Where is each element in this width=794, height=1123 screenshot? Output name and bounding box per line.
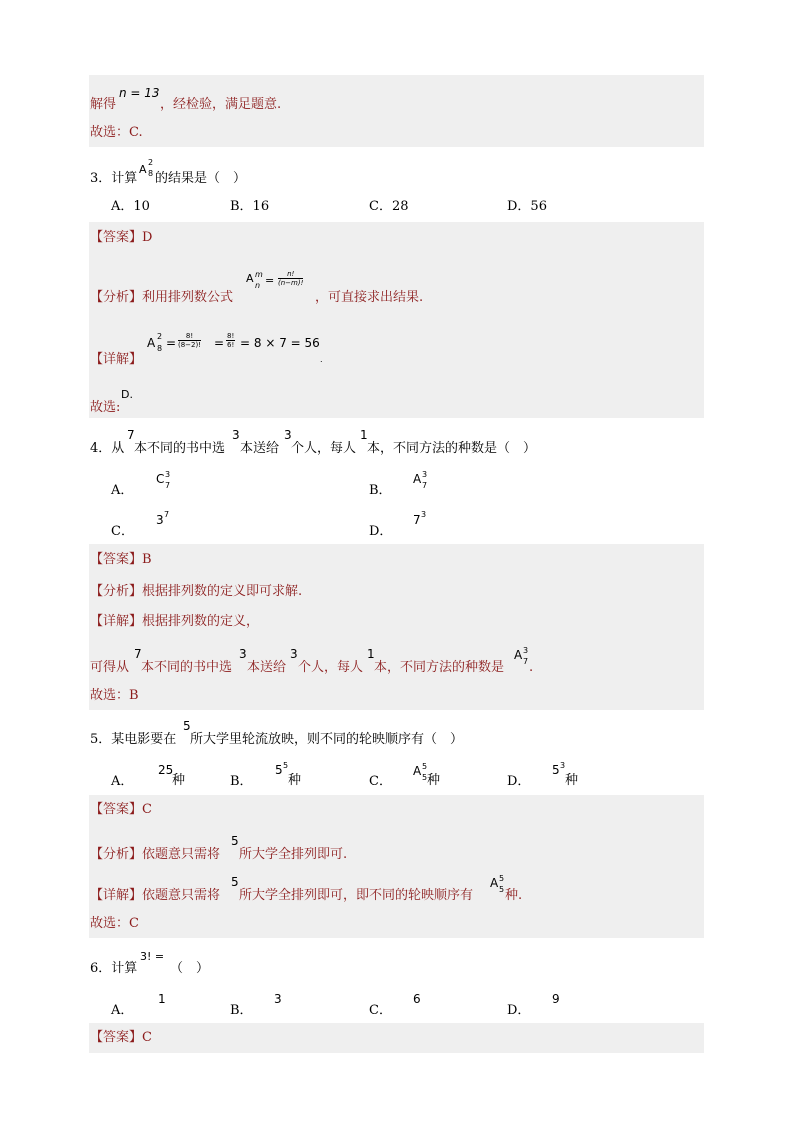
q3-formula-sub: n [255,281,261,290]
q5-detail-p2: 所大学全排列即可，即不同的轮映顺序有 [239,888,474,903]
q3-detail-eq2: = [214,336,225,350]
q4-stem-p3: 本送给 [240,441,280,456]
q4-stem-n3: 3 [284,428,292,442]
q3-option-a: A．10 [111,199,150,214]
q5-option-a-unit: 种 [172,773,186,788]
q4-choose: 故选：B [90,688,139,703]
q4-option-d-label: D． [369,524,393,539]
q3-detail-sub: 8 [157,344,163,353]
q6-option-b-val: 3 [274,992,282,1006]
q4-option-b-sup: 3 [422,470,428,479]
q4-option-d-sup: 3 [421,510,427,519]
q5-detail-math: A [490,876,499,890]
q3-stem-suffix: 的结果是（ ） [155,171,247,186]
q4-stem-p5: 本，不同方法的种数是（ ） [367,441,537,456]
q3-detail-label: 【详解】 [90,352,143,367]
q4-option-b-label: B． [369,483,392,498]
q4-stem-p2: 本不同的书中选 [134,441,226,456]
q4-detail2-n1: 7 [134,647,142,661]
q4-option-c-math: 3 [156,513,164,527]
q4-detail2-n2: 3 [239,647,247,661]
q3-stem-sup: 2 [148,158,154,167]
q5-answer: 【答案】C [90,802,152,817]
q5-analysis: 【分析】依题意只需将 [90,847,221,862]
q6-answer: 【答案】C [90,1030,152,1045]
q5-option-d-sup: 3 [560,761,566,770]
q3-option-d: D．56 [507,199,547,214]
q4-stem: 4．从 [90,441,125,456]
q3-formula-sup: m [255,270,263,279]
q5-option-a-val: 25 [158,763,174,777]
q6-option-c-label: C． [369,1003,392,1018]
q4-detail2-end: . [529,660,534,675]
choose-c-line: 故选：C. [90,125,143,140]
q4-detail2-n3: 3 [290,647,298,661]
q3-choose: 故选: [90,400,121,415]
q4-option-b-math: A [413,472,422,486]
q4-detail2-sup: 3 [523,646,529,655]
q4-detail2-sub: 7 [523,657,529,666]
q5-option-b-unit: 种 [288,773,302,788]
solved-n-line: 解得 [90,97,117,112]
q6-option-b-label: B． [230,1003,253,1018]
q4-option-a-sup: 3 [165,470,171,479]
q3-analysis: 【分析】利用排列数公式 [90,290,234,305]
q5-detail: 【详解】依题意只需将 [90,888,221,903]
q3-formula-fraction: $\frac{n!}{(n-m)!}$ [278,270,304,287]
q4-stem-n4: 1 [360,428,368,442]
q5-detail-sub: 5 [499,885,505,894]
q5-stem-p2: 所大学里轮流放映，则不同的轮映顺序有（ ） [190,732,464,747]
q5-choose: 故选：C [90,916,139,931]
q5-stem-n1: 5 [183,719,191,733]
q4-option-d-math: 7 [413,513,421,527]
q3-detail-frac2: $\frac{8!}{6!}$ [227,332,235,349]
q3-analysis-suffix: ，可直接求出结果. [315,290,424,305]
q5-option-b-val: 5 [275,763,283,777]
q4-detail2-p4: 个人，每人 [298,660,364,675]
q4-option-a-label: A． [111,483,134,498]
q5-option-c-sup: 5 [422,762,428,771]
solved-n-suffix: ，经检验，满足题意. [160,97,282,112]
q3-choose-value: D. [121,388,133,401]
q6-option-d-label: D． [507,1003,531,1018]
q4-detail2: 可得从 [90,660,130,675]
q5-option-b-label: B． [230,774,253,789]
q5-option-d-val: 5 [552,763,560,777]
q3-option-c: C．28 [369,199,409,214]
q3-detail-dot: . [320,355,323,364]
q3-option-b: B．16 [230,199,270,214]
q6-option-a-val: 1 [158,992,166,1006]
q3-detail-eq1: = [166,336,177,350]
q3-detail-result: = 8 × 7 = 56 [240,336,320,350]
q4-option-c-sup: 7 [164,510,170,519]
q4-detail2-math: A [514,648,523,662]
solution-band-q5 [89,795,704,938]
q5-analysis-p2: 所大学全排列即可. [239,847,348,862]
q5-detail-n1: 5 [231,875,239,889]
q5-option-b-sup: 5 [283,761,289,770]
q6-option-c-val: 6 [413,992,421,1006]
q5-detail-p3: 种. [505,888,523,903]
q4-stem-n1: 7 [127,428,135,442]
q4-option-b-sub: 7 [422,481,428,490]
q4-detail: 【详解】根据排列数的定义， [90,614,260,629]
q6-option-a-label: A． [111,1003,134,1018]
q3-permutation-formula: A [246,272,254,285]
q4-detail2-p3: 本送给 [247,660,287,675]
q5-option-c-label: C． [369,774,392,789]
q4-stem-n2: 3 [232,428,240,442]
q5-option-a-label: A． [111,774,134,789]
n-equals-13: n = 13 [119,86,160,100]
q3-detail-math: A [147,336,156,350]
q5-option-d-unit: 种 [565,773,579,788]
q4-stem-p4: 个人，每人 [291,441,357,456]
q3-formula-equals: = [265,274,275,287]
q6-option-d-val: 9 [552,992,560,1006]
q3-detail-frac1: $\frac{8!}{(8-2)!}$ [178,332,202,349]
q5-detail-sup: 5 [499,874,505,883]
q4-detail2-p2: 本不同的书中选 [141,660,233,675]
q4-answer: 【答案】B [90,552,152,567]
q4-option-a-math: C [156,472,165,486]
q4-option-c-label: C． [111,524,134,539]
q5-stem: 5．某电影要在 [90,732,177,747]
solution-band-q6 [89,1023,704,1053]
q6-stem: 6．计算 [90,961,138,976]
q6-stem-p2: （ ） [170,961,210,976]
q5-option-c-val: A [413,764,422,778]
q4-analysis: 【分析】根据排列数的定义即可求解. [90,584,303,599]
q5-option-c-unit: 种 [427,773,441,788]
solution-band-q3 [89,222,704,418]
q4-detail2-p5: 本，不同方法的种数是 [374,660,505,675]
q3-stem: 3．计算 [90,171,138,186]
q3-stem-sub: 8 [148,169,154,178]
q3-stem-math: A [139,163,147,176]
q6-stem-math: 3! = [140,950,165,963]
q5-option-d-label: D． [507,774,531,789]
q3-answer: 【答案】D [90,230,153,245]
q4-option-a-sub: 7 [165,481,171,490]
q5-analysis-n1: 5 [231,834,239,848]
q4-detail2-n4: 1 [367,647,375,661]
q3-detail-sup: 2 [157,332,163,341]
q5-option-c-sub: 5 [422,773,428,782]
